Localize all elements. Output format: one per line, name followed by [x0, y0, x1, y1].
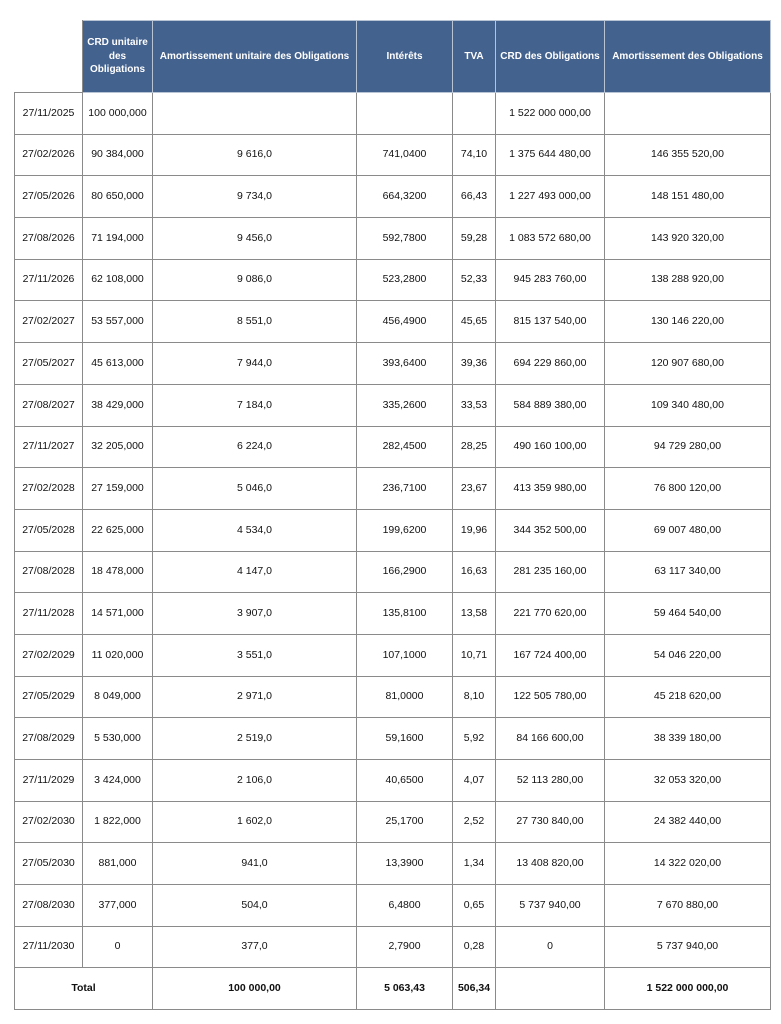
table-row — [15, 468, 771, 510]
crd-obligations-cell: 281 235 160,00 — [496, 551, 605, 593]
total-amortissement: 1 522 000 000,00 — [605, 968, 771, 1010]
table-row — [15, 760, 771, 802]
tva-cell: 10,71 — [453, 634, 496, 676]
amortissement-obligations-cell: 45 218 620,00 — [605, 676, 771, 718]
interets-cell: 456,4900 — [357, 301, 453, 343]
crd-obligations-cell: 1 522 000 000,00 — [496, 93, 605, 135]
amortissement-obligations-cell: 109 340 480,00 — [605, 384, 771, 426]
tva-cell: 33,53 — [453, 384, 496, 426]
crd-unitaire-cell: 27 159,000 — [83, 468, 153, 510]
header-amortissement-unitaire: Amortissement unitaire des Obligations — [153, 21, 357, 93]
crd-unitaire-cell: 1 822,000 — [83, 801, 153, 843]
amortissement-unitaire-cell: 3 907,0 — [153, 593, 357, 635]
table-header — [15, 21, 771, 93]
date-cell: 27/11/2025 — [15, 93, 83, 135]
amortissement-unitaire-cell: 2 106,0 — [153, 760, 357, 802]
tva-cell: 13,58 — [453, 593, 496, 635]
date-cell: 27/08/2028 — [15, 551, 83, 593]
table-row — [15, 134, 771, 176]
crd-unitaire-cell: 45 613,000 — [83, 343, 153, 385]
interets-cell: 523,2800 — [357, 259, 453, 301]
crd-obligations-cell: 815 137 540,00 — [496, 301, 605, 343]
crd-unitaire-cell: 100 000,000 — [83, 93, 153, 135]
header-tva: TVA — [453, 21, 496, 93]
interets-cell: 107,1000 — [357, 634, 453, 676]
crd-obligations-cell: 167 724 400,00 — [496, 634, 605, 676]
crd-obligations-cell: 413 359 980,00 — [496, 468, 605, 510]
crd-unitaire-cell: 71 194,000 — [83, 218, 153, 260]
tva-cell: 4,07 — [453, 760, 496, 802]
total-interets: 5 063,43 — [357, 968, 453, 1010]
crd-unitaire-cell: 881,000 — [83, 843, 153, 885]
crd-unitaire-cell: 80 650,000 — [83, 176, 153, 218]
amortissement-unitaire-cell: 5 046,0 — [153, 468, 357, 510]
table-row — [15, 93, 771, 135]
interets-cell: 40,6500 — [357, 760, 453, 802]
table-footer — [15, 968, 771, 1010]
amortissement-obligations-cell: 5 737 940,00 — [605, 926, 771, 968]
crd-unitaire-cell: 90 384,000 — [83, 134, 153, 176]
tva-cell: 28,25 — [453, 426, 496, 468]
amortissement-unitaire-cell: 8 551,0 — [153, 301, 357, 343]
header-crd-obligations: CRD des Obligations — [496, 21, 605, 93]
crd-obligations-cell: 52 113 280,00 — [496, 760, 605, 802]
amortissement-unitaire-cell: 2 519,0 — [153, 718, 357, 760]
amortization-table — [14, 20, 771, 1010]
amortissement-obligations-cell: 7 670 880,00 — [605, 885, 771, 927]
amortissement-unitaire-cell: 4 147,0 — [153, 551, 357, 593]
amortissement-obligations-cell: 138 288 920,00 — [605, 259, 771, 301]
crd-obligations-cell: 490 160 100,00 — [496, 426, 605, 468]
crd-obligations-cell: 122 505 780,00 — [496, 676, 605, 718]
table-row — [15, 843, 771, 885]
date-cell: 27/05/2026 — [15, 176, 83, 218]
table-row — [15, 343, 771, 385]
amortissement-unitaire-cell: 1 602,0 — [153, 801, 357, 843]
date-cell: 27/02/2026 — [15, 134, 83, 176]
tva-cell: 74,10 — [453, 134, 496, 176]
amortissement-unitaire-cell: 7 944,0 — [153, 343, 357, 385]
interets-cell: 741,0400 — [357, 134, 453, 176]
date-cell: 27/02/2028 — [15, 468, 83, 510]
table-row — [15, 551, 771, 593]
header-crd-unitaire: CRD unitaire des Obligations — [83, 21, 153, 93]
crd-unitaire-cell: 32 205,000 — [83, 426, 153, 468]
interets-cell: 2,7900 — [357, 926, 453, 968]
date-cell: 27/05/2029 — [15, 676, 83, 718]
interets-cell: 236,7100 — [357, 468, 453, 510]
table-row — [15, 593, 771, 635]
interets-cell: 135,8100 — [357, 593, 453, 635]
total-label: Total — [15, 968, 153, 1010]
tva-cell: 8,10 — [453, 676, 496, 718]
table-row — [15, 384, 771, 426]
tva-cell: 59,28 — [453, 218, 496, 260]
amortissement-obligations-cell: 32 053 320,00 — [605, 760, 771, 802]
tva-cell: 39,36 — [453, 343, 496, 385]
amortissement-unitaire-cell: 377,0 — [153, 926, 357, 968]
interets-cell: 393,6400 — [357, 343, 453, 385]
amortissement-unitaire-cell: 9 616,0 — [153, 134, 357, 176]
header-interets: Intérêts — [357, 21, 453, 93]
table-row — [15, 676, 771, 718]
table-row — [15, 926, 771, 968]
tva-cell: 19,96 — [453, 509, 496, 551]
crd-obligations-cell: 221 770 620,00 — [496, 593, 605, 635]
amortissement-obligations-cell: 69 007 480,00 — [605, 509, 771, 551]
crd-unitaire-cell: 53 557,000 — [83, 301, 153, 343]
table-row — [15, 301, 771, 343]
crd-unitaire-cell: 377,000 — [83, 885, 153, 927]
crd-obligations-cell: 945 283 760,00 — [496, 259, 605, 301]
table-row — [15, 509, 771, 551]
interets-cell: 335,2600 — [357, 384, 453, 426]
amortissement-unitaire-cell: 7 184,0 — [153, 384, 357, 426]
header-amortissement-obligations: Amortissement des Obligations — [605, 21, 771, 93]
tva-cell: 23,67 — [453, 468, 496, 510]
date-cell: 27/05/2027 — [15, 343, 83, 385]
crd-obligations-cell: 1 083 572 680,00 — [496, 218, 605, 260]
interets-cell: 664,3200 — [357, 176, 453, 218]
amortissement-obligations-cell: 54 046 220,00 — [605, 634, 771, 676]
date-cell: 27/05/2028 — [15, 509, 83, 551]
amortissement-unitaire-cell: 504,0 — [153, 885, 357, 927]
amortissement-unitaire-cell: 9 734,0 — [153, 176, 357, 218]
tva-cell: 0,28 — [453, 926, 496, 968]
crd-unitaire-cell: 22 625,000 — [83, 509, 153, 551]
table-row — [15, 718, 771, 760]
date-cell: 27/11/2030 — [15, 926, 83, 968]
interets-cell: 199,6200 — [357, 509, 453, 551]
crd-obligations-cell: 1 227 493 000,00 — [496, 176, 605, 218]
table-row — [15, 176, 771, 218]
amortissement-unitaire-cell — [153, 93, 357, 135]
date-cell: 27/11/2029 — [15, 760, 83, 802]
crd-unitaire-cell: 38 429,000 — [83, 384, 153, 426]
tva-cell: 16,63 — [453, 551, 496, 593]
total-crd — [496, 968, 605, 1010]
table-row — [15, 801, 771, 843]
crd-obligations-cell: 344 352 500,00 — [496, 509, 605, 551]
total-amortissement-unitaire: 100 000,00 — [153, 968, 357, 1010]
amortissement-obligations-cell: 24 382 440,00 — [605, 801, 771, 843]
interets-cell: 25,1700 — [357, 801, 453, 843]
date-cell: 27/02/2030 — [15, 801, 83, 843]
date-cell: 27/05/2030 — [15, 843, 83, 885]
tva-cell: 2,52 — [453, 801, 496, 843]
date-cell: 27/08/2027 — [15, 384, 83, 426]
date-cell: 27/11/2027 — [15, 426, 83, 468]
crd-unitaire-cell: 11 020,000 — [83, 634, 153, 676]
date-cell: 27/08/2026 — [15, 218, 83, 260]
date-cell: 27/11/2026 — [15, 259, 83, 301]
date-cell: 27/02/2029 — [15, 634, 83, 676]
amortissement-obligations-cell: 94 729 280,00 — [605, 426, 771, 468]
tva-cell: 5,92 — [453, 718, 496, 760]
total-tva: 506,34 — [453, 968, 496, 1010]
crd-obligations-cell: 84 166 600,00 — [496, 718, 605, 760]
crd-unitaire-cell: 5 530,000 — [83, 718, 153, 760]
amortissement-obligations-cell: 14 322 020,00 — [605, 843, 771, 885]
crd-obligations-cell: 584 889 380,00 — [496, 384, 605, 426]
interets-cell: 166,2900 — [357, 551, 453, 593]
amortissement-obligations-cell: 59 464 540,00 — [605, 593, 771, 635]
table-row — [15, 634, 771, 676]
table-row — [15, 885, 771, 927]
interets-cell: 59,1600 — [357, 718, 453, 760]
amortissement-unitaire-cell: 4 534,0 — [153, 509, 357, 551]
amortissement-unitaire-cell: 9 456,0 — [153, 218, 357, 260]
interets-cell: 592,7800 — [357, 218, 453, 260]
date-cell: 27/11/2028 — [15, 593, 83, 635]
interets-cell: 81,0000 — [357, 676, 453, 718]
amortissement-obligations-cell: 146 355 520,00 — [605, 134, 771, 176]
crd-obligations-cell: 0 — [496, 926, 605, 968]
crd-unitaire-cell: 3 424,000 — [83, 760, 153, 802]
interets-cell: 282,4500 — [357, 426, 453, 468]
crd-unitaire-cell: 0 — [83, 926, 153, 968]
amortissement-unitaire-cell: 6 224,0 — [153, 426, 357, 468]
amortissement-obligations-cell: 38 339 180,00 — [605, 718, 771, 760]
amortissement-unitaire-cell: 3 551,0 — [153, 634, 357, 676]
tva-cell: 52,33 — [453, 259, 496, 301]
crd-unitaire-cell: 18 478,000 — [83, 551, 153, 593]
date-cell: 27/08/2030 — [15, 885, 83, 927]
crd-unitaire-cell: 14 571,000 — [83, 593, 153, 635]
table-row — [15, 426, 771, 468]
table-row — [15, 259, 771, 301]
tva-cell: 45,65 — [453, 301, 496, 343]
crd-unitaire-cell: 62 108,000 — [83, 259, 153, 301]
amortissement-obligations-cell: 148 151 480,00 — [605, 176, 771, 218]
crd-obligations-cell: 694 229 860,00 — [496, 343, 605, 385]
interets-cell: 13,3900 — [357, 843, 453, 885]
date-cell: 27/08/2029 — [15, 718, 83, 760]
interets-cell: 6,4800 — [357, 885, 453, 927]
crd-obligations-cell: 27 730 840,00 — [496, 801, 605, 843]
date-cell: 27/02/2027 — [15, 301, 83, 343]
table-row — [15, 218, 771, 260]
amortissement-obligations-cell: 130 146 220,00 — [605, 301, 771, 343]
crd-obligations-cell: 5 737 940,00 — [496, 885, 605, 927]
tva-cell: 0,65 — [453, 885, 496, 927]
amortissement-obligations-cell: 143 920 320,00 — [605, 218, 771, 260]
tva-cell — [453, 93, 496, 135]
amortissement-obligations-cell — [605, 93, 771, 135]
amortissement-unitaire-cell: 2 971,0 — [153, 676, 357, 718]
total-row — [15, 968, 771, 1010]
header-blank-cell — [15, 21, 83, 93]
crd-obligations-cell: 1 375 644 480,00 — [496, 134, 605, 176]
amortissement-obligations-cell: 63 117 340,00 — [605, 551, 771, 593]
table-body — [15, 93, 771, 968]
crd-unitaire-cell: 8 049,000 — [83, 676, 153, 718]
amortissement-unitaire-cell: 941,0 — [153, 843, 357, 885]
amortissement-obligations-cell: 76 800 120,00 — [605, 468, 771, 510]
interets-cell — [357, 93, 453, 135]
amortissement-unitaire-cell: 9 086,0 — [153, 259, 357, 301]
tva-cell: 66,43 — [453, 176, 496, 218]
tva-cell: 1,34 — [453, 843, 496, 885]
amortissement-obligations-cell: 120 907 680,00 — [605, 343, 771, 385]
crd-obligations-cell: 13 408 820,00 — [496, 843, 605, 885]
